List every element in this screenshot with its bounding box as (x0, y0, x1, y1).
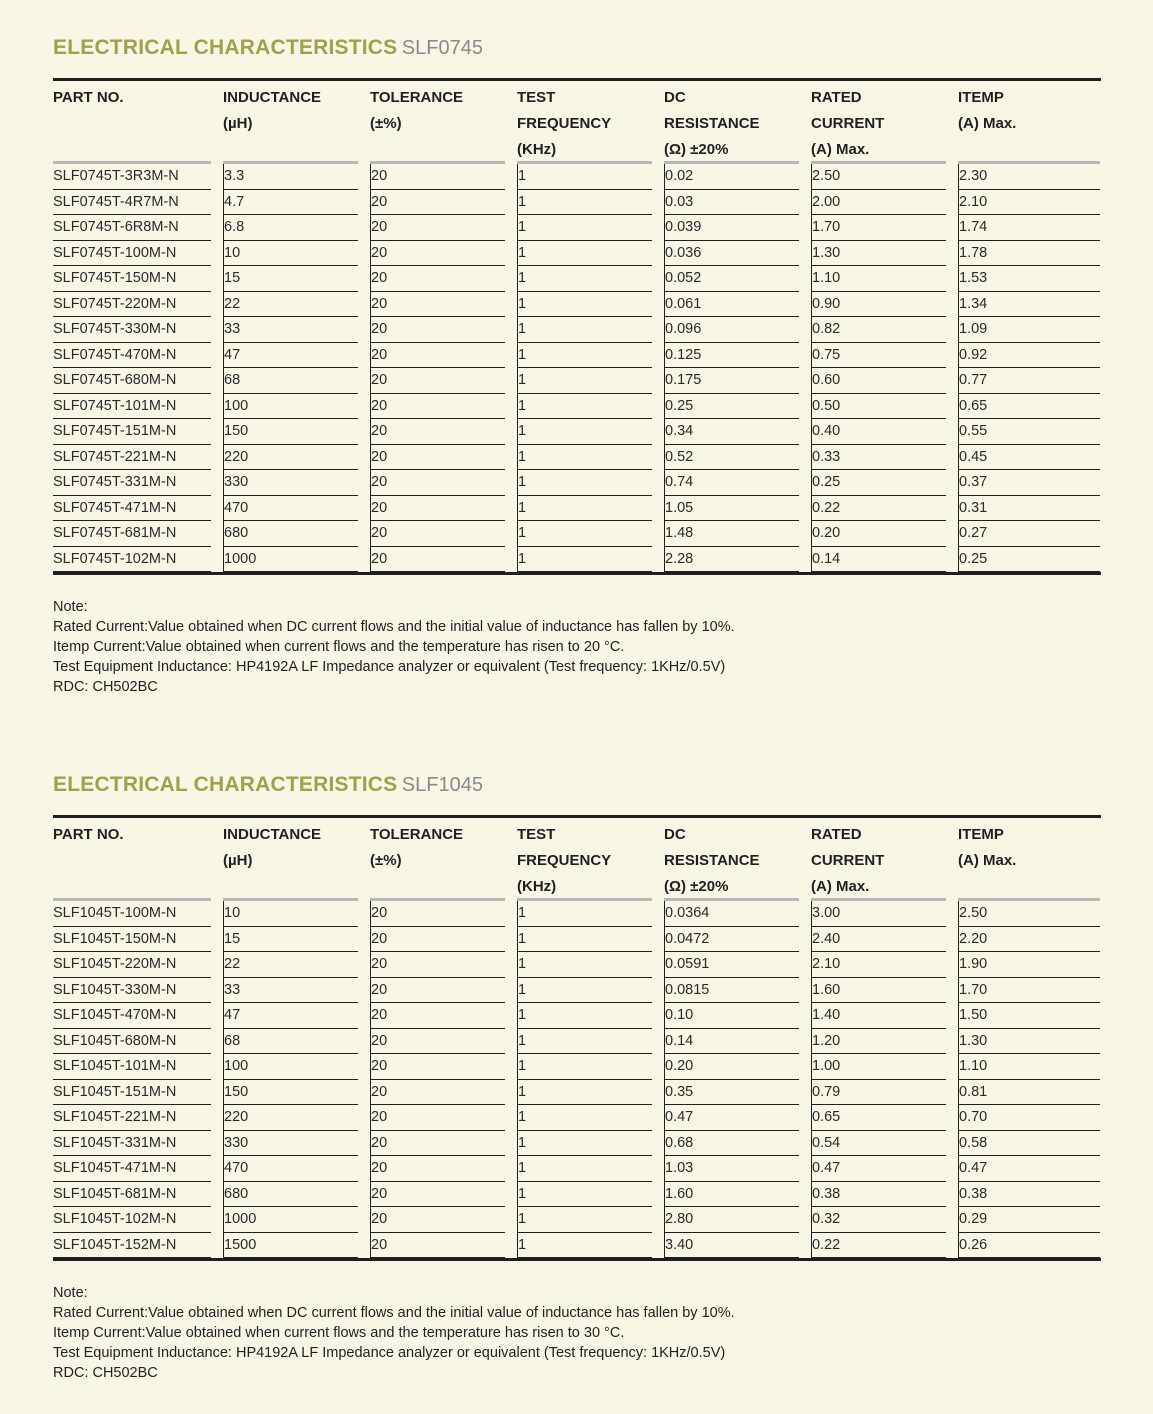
section-slf1045 (53, 773, 1101, 1383)
cell-itemp: 0.70 (958, 1105, 1100, 1131)
table-row (53, 241, 1101, 267)
cell-inductance: 220 (223, 1105, 358, 1131)
cell-test-frequency: 1 (517, 1207, 652, 1233)
cell-rated-current: 0.54 (811, 1131, 946, 1157)
cell-part-no: SLF0745T-4R7M-N (53, 190, 211, 216)
cell-itemp: 0.26 (958, 1233, 1100, 1259)
cell-inductance: 1500 (223, 1233, 358, 1259)
cell-rated-current: 1.20 (811, 1029, 946, 1055)
cell-inductance: 330 (223, 1131, 358, 1157)
cell-rated-current: 0.65 (811, 1105, 946, 1131)
table-row (53, 521, 1101, 547)
section-title (53, 36, 1101, 64)
cell-inductance: 33 (223, 317, 358, 343)
cell-rated-current: 0.22 (811, 1233, 946, 1259)
cell-rated-current: 2.50 (811, 164, 946, 190)
cell-dc-resistance: 1.03 (664, 1156, 799, 1182)
cell-part-no: SLF0745T-101M-N (53, 394, 211, 420)
cell-tolerance: 20 (370, 241, 505, 267)
cell-inductance: 100 (223, 394, 358, 420)
cell-rated-current: 0.75 (811, 343, 946, 369)
cell-itemp: 2.50 (958, 901, 1100, 927)
cell-test-frequency: 1 (517, 317, 652, 343)
table-row (53, 978, 1101, 1004)
cell-rated-current: 1.30 (811, 241, 946, 267)
cell-rated-current: 1.70 (811, 215, 946, 241)
cell-part-no: SLF1045T-220M-N (53, 952, 211, 978)
cell-test-frequency: 1 (517, 470, 652, 496)
header-dc-resistance: DC RESISTANCE (Ω) ±20% (664, 89, 760, 158)
cell-tolerance: 20 (370, 1054, 505, 1080)
table-row (53, 190, 1101, 216)
cell-dc-resistance: 0.74 (664, 470, 799, 496)
cell-inductance: 150 (223, 419, 358, 445)
cell-itemp: 0.29 (958, 1207, 1100, 1233)
cell-tolerance: 20 (370, 445, 505, 471)
header-tolerance: TOLERANCE (±%) (370, 826, 464, 869)
cell-rated-current: 0.32 (811, 1207, 946, 1233)
cell-dc-resistance: 0.35 (664, 1080, 799, 1106)
cell-inductance: 4.7 (223, 190, 358, 216)
cell-test-frequency: 1 (517, 292, 652, 318)
cell-inductance: 150 (223, 1080, 358, 1106)
table-row (53, 419, 1101, 445)
cell-itemp: 1.34 (958, 292, 1100, 318)
cell-part-no: SLF1045T-150M-N (53, 927, 211, 953)
cell-itemp: 1.74 (958, 215, 1100, 241)
note-line: Itemp Current:Value obtained when current flows and the temperature has risen to 20 °C. (53, 639, 625, 655)
section-title (53, 773, 1101, 801)
cell-test-frequency: 1 (517, 952, 652, 978)
cell-inductance: 470 (223, 1156, 358, 1182)
table-row (53, 368, 1101, 394)
cell-tolerance: 20 (370, 1003, 505, 1029)
table-row (53, 1233, 1101, 1259)
cell-part-no: SLF0745T-221M-N (53, 445, 211, 471)
cell-inductance: 10 (223, 241, 358, 267)
cell-dc-resistance: 0.061 (664, 292, 799, 318)
header-inductance: INDUCTANCE (µH) (223, 89, 322, 132)
cell-part-no: SLF1045T-680M-N (53, 1029, 211, 1055)
cell-part-no: SLF0745T-220M-N (53, 292, 211, 318)
cell-part-no: SLF0745T-151M-N (53, 419, 211, 445)
cell-itemp: 0.45 (958, 445, 1100, 471)
header-test-frequency: TEST FREQUENCY (KHz) (517, 89, 612, 158)
cell-dc-resistance: 0.52 (664, 445, 799, 471)
cell-itemp: 0.25 (958, 547, 1100, 573)
table-row (53, 1080, 1101, 1106)
cell-dc-resistance: 0.039 (664, 215, 799, 241)
header-itemp: ITEMP (A) Max. (958, 89, 1017, 132)
cell-dc-resistance: 0.68 (664, 1131, 799, 1157)
cell-tolerance: 20 (370, 496, 505, 522)
cell-inductance: 3.3 (223, 164, 358, 190)
cell-test-frequency: 1 (517, 1131, 652, 1157)
table-row (53, 215, 1101, 241)
cell-test-frequency: 1 (517, 394, 652, 420)
cell-dc-resistance: 0.036 (664, 241, 799, 267)
cell-tolerance: 20 (370, 1029, 505, 1055)
cell-tolerance: 20 (370, 547, 505, 573)
header-tolerance: TOLERANCE (±%) (370, 89, 464, 132)
table-row (53, 496, 1101, 522)
cell-dc-resistance: 0.0815 (664, 978, 799, 1004)
cell-tolerance: 20 (370, 521, 505, 547)
cell-rated-current: 0.20 (811, 521, 946, 547)
table-row (53, 547, 1101, 573)
cell-rated-current: 0.14 (811, 547, 946, 573)
cell-part-no: SLF1045T-102M-N (53, 1207, 211, 1233)
table-row (53, 927, 1101, 953)
cell-tolerance: 20 (370, 1156, 505, 1182)
cell-itemp: 0.37 (958, 470, 1100, 496)
cell-dc-resistance: 0.175 (664, 368, 799, 394)
cell-tolerance: 20 (370, 190, 505, 216)
header-inductance: INDUCTANCE (µH) (223, 826, 322, 869)
cell-inductance: 33 (223, 978, 358, 1004)
table-row (53, 1156, 1101, 1182)
table-body (53, 164, 1101, 572)
cell-inductance: 68 (223, 1029, 358, 1055)
cell-tolerance: 20 (370, 317, 505, 343)
cell-inductance: 220 (223, 445, 358, 471)
cell-tolerance: 20 (370, 1233, 505, 1259)
cell-inductance: 1000 (223, 1207, 358, 1233)
table-body (53, 901, 1101, 1258)
cell-part-no: SLF1045T-331M-N (53, 1131, 211, 1157)
note-line: Rated Current:Value obtained when DC current flows and the initial value of inductance has fallen by 10%. (53, 1305, 735, 1321)
cell-tolerance: 20 (370, 343, 505, 369)
cell-inductance: 1000 (223, 547, 358, 573)
section-slf0745 (53, 36, 1101, 697)
cell-dc-resistance: 0.34 (664, 419, 799, 445)
header-dc-resistance: DC RESISTANCE (Ω) ±20% (664, 826, 760, 895)
cell-dc-resistance: 0.47 (664, 1105, 799, 1131)
table-row (53, 317, 1101, 343)
table-row (53, 901, 1101, 927)
cell-part-no: SLF0745T-6R8M-N (53, 215, 211, 241)
cell-part-no: SLF1045T-221M-N (53, 1105, 211, 1131)
note-line: RDC: CH502BC (53, 679, 158, 695)
cell-test-frequency: 1 (517, 1233, 652, 1259)
cell-itemp: 1.78 (958, 241, 1100, 267)
cell-rated-current: 0.33 (811, 445, 946, 471)
cell-inductance: 22 (223, 952, 358, 978)
cell-dc-resistance: 0.10 (664, 1003, 799, 1029)
cell-part-no: SLF1045T-100M-N (53, 901, 211, 927)
title-model: SLF1045 (401, 774, 483, 796)
table-row (53, 952, 1101, 978)
cell-itemp: 0.47 (958, 1156, 1100, 1182)
cell-itemp: 0.55 (958, 419, 1100, 445)
cell-dc-resistance: 0.25 (664, 394, 799, 420)
cell-tolerance: 20 (370, 1131, 505, 1157)
cell-rated-current: 0.79 (811, 1080, 946, 1106)
cell-test-frequency: 1 (517, 445, 652, 471)
cell-test-frequency: 1 (517, 1054, 652, 1080)
table-header (53, 818, 1101, 898)
cell-dc-resistance: 1.48 (664, 521, 799, 547)
cell-itemp: 0.27 (958, 521, 1100, 547)
cell-itemp: 0.58 (958, 1131, 1100, 1157)
cell-part-no: SLF0745T-3R3M-N (53, 164, 211, 190)
cell-dc-resistance: 0.0472 (664, 927, 799, 953)
header-part-no: PART NO. (53, 89, 124, 106)
cell-inductance: 10 (223, 901, 358, 927)
table-row (53, 1182, 1101, 1208)
cell-test-frequency: 1 (517, 1029, 652, 1055)
notes (53, 1283, 1101, 1383)
table-header (53, 81, 1101, 161)
cell-itemp: 1.53 (958, 266, 1100, 292)
cell-dc-resistance: 2.28 (664, 547, 799, 573)
cell-part-no: SLF0745T-100M-N (53, 241, 211, 267)
header-part-no: PART NO. (53, 826, 124, 843)
cell-dc-resistance: 0.20 (664, 1054, 799, 1080)
cell-tolerance: 20 (370, 927, 505, 953)
cell-dc-resistance: 1.05 (664, 496, 799, 522)
cell-test-frequency: 1 (517, 368, 652, 394)
cell-tolerance: 20 (370, 1182, 505, 1208)
notes (53, 597, 1101, 697)
table-row (53, 1105, 1101, 1131)
table-row (53, 343, 1101, 369)
cell-rated-current: 2.10 (811, 952, 946, 978)
cell-itemp: 0.77 (958, 368, 1100, 394)
header-rated-current: RATED CURRENT (A) Max. (811, 826, 885, 895)
cell-part-no: SLF1045T-101M-N (53, 1054, 211, 1080)
cell-part-no: SLF1045T-470M-N (53, 1003, 211, 1029)
table-bottom-rule (53, 572, 1101, 575)
table-row (53, 266, 1101, 292)
title-main: ELECTRICAL CHARACTERISTICS (53, 773, 398, 796)
cell-part-no: SLF0745T-330M-N (53, 317, 211, 343)
cell-itemp: 1.30 (958, 1029, 1100, 1055)
cell-test-frequency: 1 (517, 978, 652, 1004)
cell-dc-resistance: 0.14 (664, 1029, 799, 1055)
cell-inductance: 15 (223, 266, 358, 292)
cell-tolerance: 20 (370, 1207, 505, 1233)
cell-test-frequency: 1 (517, 1182, 652, 1208)
cell-dc-resistance: 1.60 (664, 1182, 799, 1208)
cell-dc-resistance: 2.80 (664, 1207, 799, 1233)
cell-test-frequency: 1 (517, 241, 652, 267)
cell-part-no: SLF0745T-681M-N (53, 521, 211, 547)
table-row (53, 1003, 1101, 1029)
cell-tolerance: 20 (370, 1105, 505, 1131)
cell-itemp: 0.31 (958, 496, 1100, 522)
cell-inductance: 100 (223, 1054, 358, 1080)
header-rated-current: RATED CURRENT (A) Max. (811, 89, 885, 158)
cell-dc-resistance: 0.096 (664, 317, 799, 343)
table-row (53, 1207, 1101, 1233)
cell-rated-current: 0.50 (811, 394, 946, 420)
cell-rated-current: 0.40 (811, 419, 946, 445)
cell-test-frequency: 1 (517, 927, 652, 953)
header-itemp: ITEMP (A) Max. (958, 826, 1017, 869)
cell-dc-resistance: 0.125 (664, 343, 799, 369)
cell-rated-current: 2.40 (811, 927, 946, 953)
cell-itemp: 2.10 (958, 190, 1100, 216)
cell-test-frequency: 1 (517, 343, 652, 369)
cell-itemp: 1.90 (958, 952, 1100, 978)
cell-part-no: SLF1045T-330M-N (53, 978, 211, 1004)
note-line: Test Equipment Inductance: HP4192A LF Impedance analyzer or equivalent (Test frequency: 1KHz/0.5V) (53, 1345, 726, 1361)
cell-rated-current: 0.25 (811, 470, 946, 496)
cell-rated-current: 1.60 (811, 978, 946, 1004)
table-row (53, 1131, 1101, 1157)
cell-tolerance: 20 (370, 470, 505, 496)
note-line: Rated Current:Value obtained when DC current flows and the initial value of inductance has fallen by 10%. (53, 619, 735, 635)
cell-test-frequency: 1 (517, 496, 652, 522)
cell-inductance: 6.8 (223, 215, 358, 241)
cell-inductance: 680 (223, 1182, 358, 1208)
cell-itemp: 2.30 (958, 164, 1100, 190)
cell-tolerance: 20 (370, 368, 505, 394)
cell-itemp: 0.81 (958, 1080, 1100, 1106)
cell-part-no: SLF1045T-681M-N (53, 1182, 211, 1208)
note-line: Itemp Current:Value obtained when current flows and the temperature has risen to 30 °C. (53, 1325, 625, 1341)
cell-test-frequency: 1 (517, 1105, 652, 1131)
cell-rated-current: 0.82 (811, 317, 946, 343)
cell-inductance: 47 (223, 343, 358, 369)
cell-rated-current: 0.90 (811, 292, 946, 318)
cell-part-no: SLF1045T-471M-N (53, 1156, 211, 1182)
cell-rated-current: 1.40 (811, 1003, 946, 1029)
cell-itemp: 1.70 (958, 978, 1100, 1004)
cell-test-frequency: 1 (517, 419, 652, 445)
table-row (53, 164, 1101, 190)
table-row (53, 394, 1101, 420)
cell-tolerance: 20 (370, 215, 505, 241)
cell-part-no: SLF0745T-331M-N (53, 470, 211, 496)
cell-itemp: 1.09 (958, 317, 1100, 343)
cell-rated-current: 0.38 (811, 1182, 946, 1208)
cell-test-frequency: 1 (517, 215, 652, 241)
cell-rated-current: 2.00 (811, 190, 946, 216)
cell-inductance: 470 (223, 496, 358, 522)
cell-inductance: 47 (223, 1003, 358, 1029)
cell-test-frequency: 1 (517, 164, 652, 190)
cell-tolerance: 20 (370, 1080, 505, 1106)
title-model: SLF0745 (401, 37, 483, 59)
cell-test-frequency: 1 (517, 1003, 652, 1029)
cell-tolerance: 20 (370, 978, 505, 1004)
cell-part-no: SLF0745T-680M-N (53, 368, 211, 394)
cell-itemp: 0.65 (958, 394, 1100, 420)
table-row (53, 1054, 1101, 1080)
table-row (53, 1029, 1101, 1055)
cell-part-no: SLF0745T-102M-N (53, 547, 211, 573)
cell-test-frequency: 1 (517, 1080, 652, 1106)
cell-test-frequency: 1 (517, 266, 652, 292)
cell-dc-resistance: 0.0364 (664, 901, 799, 927)
cell-test-frequency: 1 (517, 521, 652, 547)
cell-part-no: SLF0745T-150M-N (53, 266, 211, 292)
cell-test-frequency: 1 (517, 1156, 652, 1182)
cell-inductance: 68 (223, 368, 358, 394)
header-test-frequency: TEST FREQUENCY (KHz) (517, 826, 612, 895)
cell-part-no: SLF0745T-471M-N (53, 496, 211, 522)
cell-itemp: 0.38 (958, 1182, 1100, 1208)
cell-inductance: 330 (223, 470, 358, 496)
table-row (53, 470, 1101, 496)
cell-dc-resistance: 0.052 (664, 266, 799, 292)
cell-dc-resistance: 0.02 (664, 164, 799, 190)
cell-rated-current: 0.22 (811, 496, 946, 522)
cell-part-no: SLF1045T-152M-N (53, 1233, 211, 1259)
cell-itemp: 0.92 (958, 343, 1100, 369)
title-main: ELECTRICAL CHARACTERISTICS (53, 36, 398, 59)
cell-tolerance: 20 (370, 901, 505, 927)
note-line: RDC: CH502BC (53, 1365, 158, 1381)
table-row (53, 292, 1101, 318)
cell-inductance: 15 (223, 927, 358, 953)
cell-tolerance: 20 (370, 164, 505, 190)
cell-dc-resistance: 0.0591 (664, 952, 799, 978)
cell-rated-current: 0.47 (811, 1156, 946, 1182)
cell-rated-current: 0.60 (811, 368, 946, 394)
note-line: Test Equipment Inductance: HP4192A LF Impedance analyzer or equivalent (Test frequency: 1KHz/0.5V) (53, 659, 726, 675)
cell-test-frequency: 1 (517, 190, 652, 216)
cell-part-no: SLF0745T-470M-N (53, 343, 211, 369)
cell-tolerance: 20 (370, 394, 505, 420)
cell-rated-current: 1.00 (811, 1054, 946, 1080)
table-bottom-rule (53, 1258, 1101, 1261)
cell-inductance: 680 (223, 521, 358, 547)
cell-inductance: 22 (223, 292, 358, 318)
cell-rated-current: 1.10 (811, 266, 946, 292)
cell-rated-current: 3.00 (811, 901, 946, 927)
cell-dc-resistance: 0.03 (664, 190, 799, 216)
cell-tolerance: 20 (370, 266, 505, 292)
table-row (53, 445, 1101, 471)
note-heading: Note: (53, 1285, 88, 1301)
cell-test-frequency: 1 (517, 547, 652, 573)
cell-tolerance: 20 (370, 952, 505, 978)
cell-part-no: SLF1045T-151M-N (53, 1080, 211, 1106)
cell-tolerance: 20 (370, 292, 505, 318)
cell-dc-resistance: 3.40 (664, 1233, 799, 1259)
cell-itemp: 1.10 (958, 1054, 1100, 1080)
note-heading: Note: (53, 599, 88, 615)
cell-tolerance: 20 (370, 419, 505, 445)
cell-test-frequency: 1 (517, 901, 652, 927)
cell-itemp: 2.20 (958, 927, 1100, 953)
cell-itemp: 1.50 (958, 1003, 1100, 1029)
